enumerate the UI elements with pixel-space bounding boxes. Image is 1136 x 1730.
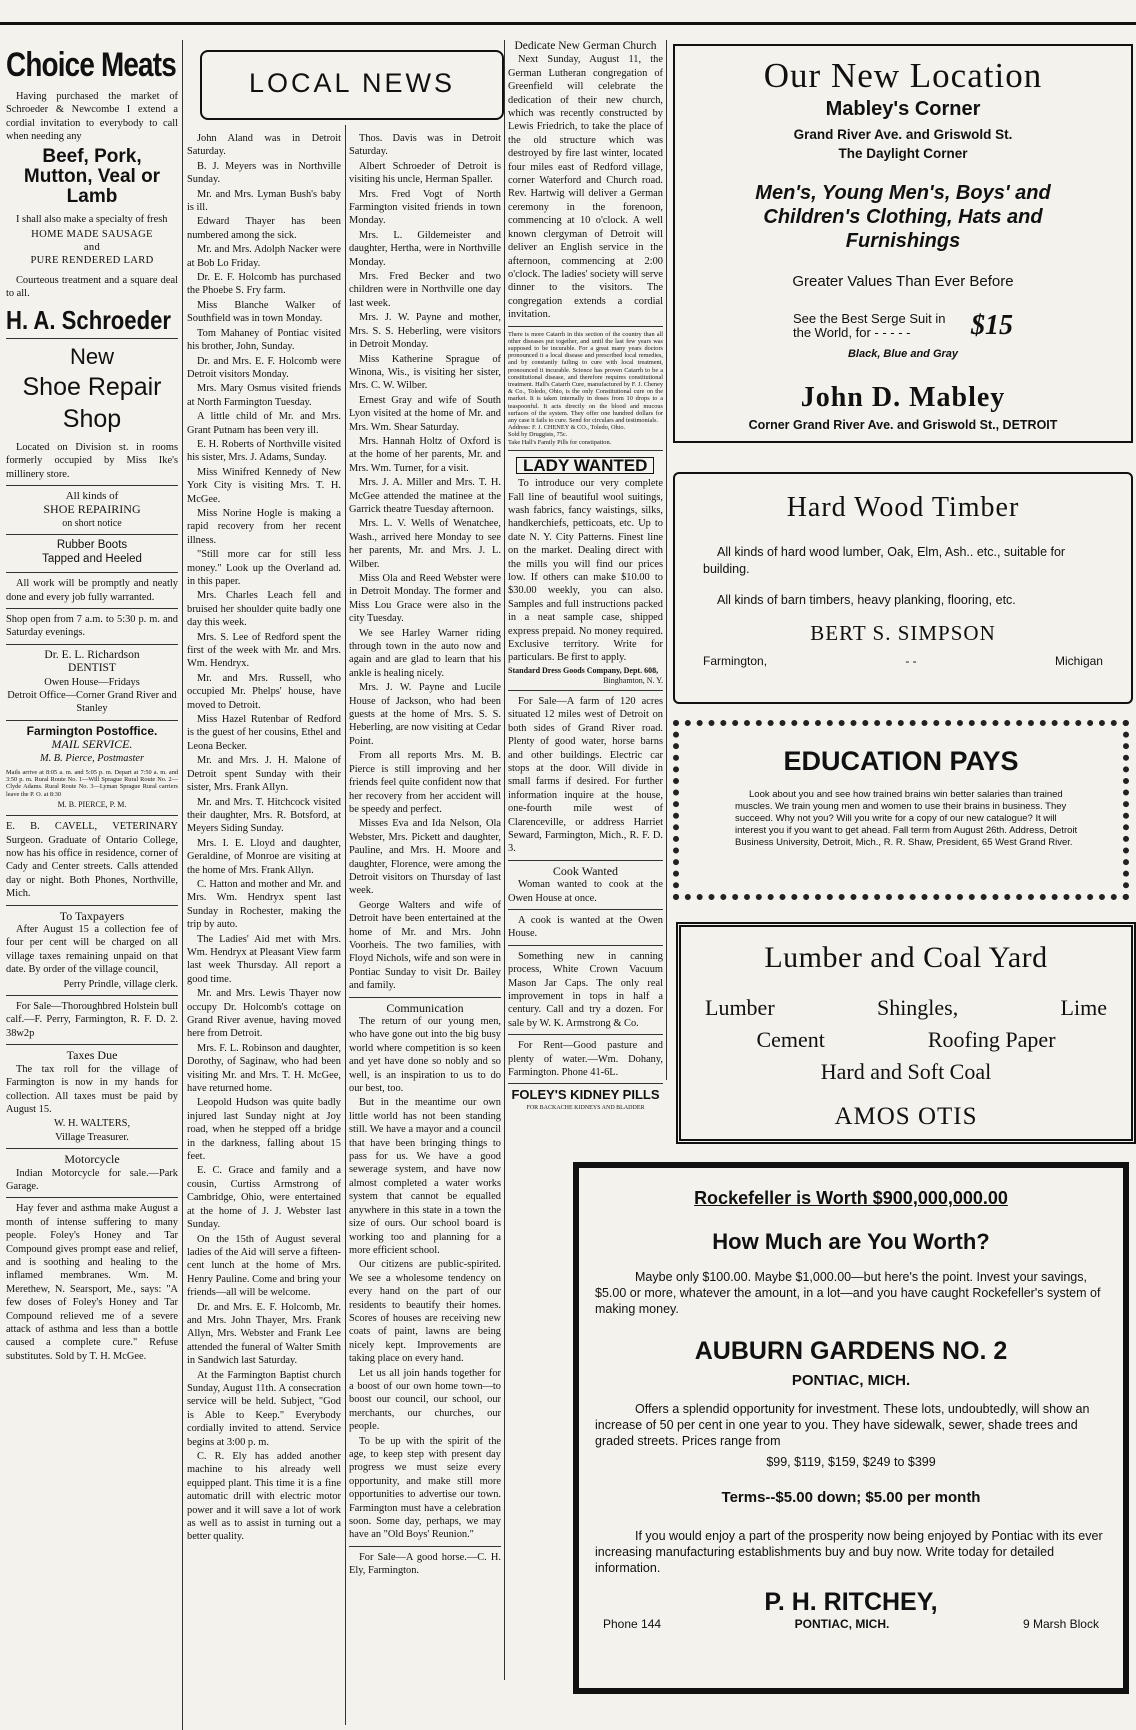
otis-title: Lumber and Coal Yard — [764, 941, 1048, 974]
local-news-title: LOCAL NEWS — [248, 68, 456, 98]
short-notice: on short notice — [62, 517, 122, 529]
binghamton: Binghamton, N. Y. — [603, 675, 663, 685]
mail-schedule: Mails arrive at 8:05 a. m. and 5:05 p. m. Depart at 7:50 a. m. and 3:50 p. m. Rural Route No. 1—Will Sprague Rural Route No. 2—Clyde Adams. Rural Route No. 3—Lyman Sprague Rural carriers leave the P. O. at 8:30 — [6, 768, 178, 798]
auburn-offers: Offers a splendid opportunity for investment. These lots, undoubtedly, will show an increase of 50 per cent in one year to you. They have sidewalk, sewer, shade trees and graded streets. Prices range from — [595, 1402, 1090, 1448]
news-item: Dr. E. F. Holcomb has purchased the Phoebe S. Fry farm. — [187, 272, 341, 297]
news-item: E. C. Grace and family and a cousin, Curtiss Armstrong of Cambridge, Ohio, were entertained at the home of J. J. Webster last Sunday. — [187, 1165, 341, 1231]
pierce-signature: M. B. PIERCE, P. M. — [57, 799, 127, 809]
mabley-location: Our New Location — [763, 56, 1043, 95]
otis-name: AMOS OTIS — [834, 1103, 978, 1130]
new-word: New — [69, 343, 114, 369]
auburn-terms: Terms--$5.00 down; $5.00 per month — [721, 1489, 981, 1506]
news-item: Ernest Gray and wife of South Lyon visited at the home of Mr. and Mrs. Wm. Shear Saturday. — [349, 394, 501, 433]
shoe-repair-heading: Shoe Repair — [22, 372, 162, 401]
news-item: C. R. Ely has added another machine to his already well equipped plant. This time it is a fine automatic drill with electric motor power and it will save a lot of work as well as to assist in turning out a better quality. — [187, 1451, 341, 1543]
motorcycle-body: Indian Motorcycle for sale.—Park Garage. — [6, 1167, 178, 1192]
education-ad — [673, 720, 1129, 900]
sausage: HOME MADE SAUSAGE — [31, 228, 153, 240]
ritchey-block: 9 Marsh Block — [1022, 1617, 1099, 1631]
masthead-rule — [0, 22, 1136, 25]
auburn-ad — [573, 1162, 1129, 1694]
mail-service: MAIL SERVICE. — [51, 737, 133, 752]
otis-ad — [676, 922, 1136, 1144]
news-item: Albert Schroeder of Detroit is visiting his uncle, Herman Spaller. — [349, 160, 501, 186]
schroeder-name: H. A. Schroeder — [6, 304, 171, 335]
mabley-street: Grand River Ave. and Griswold St. — [793, 127, 1013, 142]
news-item: We see Harley Warner riding through town in the auto now and again and are glad to learn that his ankle is healing nicely. — [349, 627, 501, 679]
news-item: Mrs. L. Gildemeister and daughter, Hertha, were in Northville Monday. — [349, 229, 501, 268]
news-item: Mrs. J. A. Miller and Mrs. T. H. McGee attended the matinee at the Garrick theatre Tuesday afternoon. — [349, 477, 501, 515]
prindle-signature: Perry Prindle, village clerk. — [63, 978, 178, 990]
taxpayers-heading: To Taxpayers — [59, 908, 125, 923]
for-sale-bull: For Sale—Thoroughbred Holstein bull calf.—F. Perry, Farmington, R. F. D. 2. 38w2p — [6, 1001, 178, 1039]
shop-word: Shop — [62, 404, 122, 433]
ritchey-phone: Phone 144 — [603, 1617, 662, 1631]
column-rule — [345, 125, 346, 1725]
news-item: Mr. and Mrs. Lewis Thayer now occupy Dr. Holcomb's cottage on Grand River avenue, having moved here from Detroit. — [187, 988, 341, 1040]
column-four — [508, 40, 663, 1111]
news-item: Mrs. Fred Becker and two children were in Northville one day last week. — [349, 271, 501, 309]
simpson-town: Farmington, — [703, 654, 768, 668]
catarrh-sold: Sold by Druggists, 75c. — [508, 431, 568, 439]
mabley-greater: Greater Values Than Ever Before — [792, 273, 1014, 290]
column-one — [6, 48, 178, 1718]
local-news-column-right — [349, 132, 501, 1722]
news-item: Mrs. L. V. Wells of Wenatchee, Wash., arrived here Monday to see her parents, Mr. and Mrs. J. L. Wilber. — [349, 518, 501, 570]
lady-wanted-heading: LADY WANTED — [516, 457, 654, 474]
news-item: On the 15th of August several ladies of the Aid will serve a fifteen-cent lunch at the home of Mrs. Henry Pauline. Come and bring your friends—all will be welcome. — [187, 1233, 341, 1299]
mabley-address: Corner Grand River Ave. and Griswold St., DETROIT — [748, 418, 1058, 432]
communication-paragraph: Our citizens are public-spirited. We see a wholesome tendency on every hand on the part of our residents to beautify their homes. Scores of houses are receiving new coats of paint, lawns are being nicely kept. Improvements are taking place on every hand. — [349, 1259, 501, 1365]
news-item: C. Hatton and mother and Mr. and Mrs. Wm. Hendryx spent last Sunday in Rochester, making the trip by auto. — [187, 878, 341, 931]
communication-paragraph: To be up with the spirit of the age, to keep step with present day progress we must seize every opportunity, and make still more opportunities to advertise our town. Farmington must have a celebration soon. Some day, perhaps, we may have an "Old Boys' Reunion." — [349, 1435, 501, 1541]
simpson-title: Hard Wood Timber — [786, 492, 1020, 523]
news-item: Edward Thayer has been numbered among the sick. — [187, 216, 341, 241]
auburn-name: AUBURN GARDENS NO. 2 — [694, 1337, 1008, 1365]
mabley-daylight: The Daylight Corner — [838, 146, 968, 161]
mabley-ad — [673, 44, 1133, 443]
news-item: Mrs. J. W. Payne and mother, Mrs. S. S. Heberling, were visitors in Detroit Monday. — [349, 312, 501, 351]
otis-coal: Hard and Soft Coal — [820, 1059, 992, 1084]
shoe-located: Located on Division st. in rooms formerly occupied by Miss Ike's millinery store. — [6, 441, 178, 480]
news-item: John Aland was in Detroit Saturday. — [187, 133, 341, 158]
rubber-boots: Rubber Boots — [56, 539, 128, 552]
all-work: All work will be promptly and neatly done and every job fully warranted. — [6, 578, 178, 603]
shoe-repairing: SHOE REPAIRING — [43, 502, 141, 517]
ritchey-city: PONTIAC, MICH. — [794, 1617, 890, 1631]
communication-paragraph: Let us all join hands together for a boost of our own home town—to boost our council, our school, our merchants, our churches, our people. — [349, 1367, 501, 1433]
news-item: Mrs. Mary Osmus visited friends at North Farmington Tuesday. — [187, 383, 341, 408]
simpson-line1: All kinds of hard wood lumber, Oak, Elm, Ash.. etc., suitable for building. — [703, 545, 1066, 576]
postoffice-heading: Farmington Postoffice. — [26, 723, 158, 738]
canning-ad: Something new in canning process, White Crown Vacuum Mason Jar Caps. The only real improvement in tops in half a century. Call and try a dozen. For sale by W. K. Armstrong & Co. — [508, 950, 663, 1029]
auburn-prices: $99, $119, $159, $249 to $399 — [766, 1455, 936, 1469]
news-item: Mr. and Mrs. Lyman Bush's baby is ill. — [187, 188, 341, 214]
news-item: Tom Mahaney of Pontiac visited his brother, John, Sunday. — [187, 327, 341, 353]
meats-intro: Having purchased the market of Schroeder & Newcombe I extend a cordial invitation to everybody to call when needing any — [6, 90, 178, 142]
news-item: The Ladies' Aid met with Mrs. Wm. Hendryx at Pleasant View farm last week Thursday. All report a good time. — [187, 933, 341, 985]
news-item: E. H. Roberts of Northville visited his sister, Mrs. J. Adams, Sunday. — [187, 438, 341, 464]
mabley-corner: Mabley's Corner — [825, 98, 981, 120]
cook-wanted-2: A cook is wanted at the Owen House. — [508, 914, 663, 940]
news-item: Mr. and Mrs. Russell, who occupied Mr. Phelps' house, have moved to Detroit. — [187, 672, 341, 711]
foleys-subtitle: FOR BACKACHE KIDNEYS AND BLADDER — [526, 1104, 645, 1111]
communication-heading: Communication — [386, 1000, 464, 1015]
news-item: Mr. and Mrs. Adolph Nacker were at Bob Lo Friday. — [187, 244, 341, 269]
column-rule — [666, 40, 667, 1080]
motorcycle-heading: Motorcycle — [64, 1152, 120, 1167]
news-item: Mrs. Fred Vogt of North Farmington visited friends in town Monday. — [349, 188, 501, 227]
news-item: A little child of Mr. and Mrs. Grant Putnam has been very ill. — [187, 411, 341, 436]
mabley-best-serge: See the Best Serge Suit in the World, for - - - - - — [793, 311, 946, 340]
simpson-line2: All kinds of barn timbers, heavy planking, flooring, etc. — [717, 593, 1016, 607]
lard: PURE RENDERED LARD — [30, 255, 154, 267]
otis-roofing: Roofing Paper — [927, 1027, 1056, 1052]
mabley-price: $15 — [971, 310, 1013, 341]
news-item: Mrs. J. W. Payne and Lucile House of Jackson, who had been guests at the home of Mrs. S. S. Heberling, are now visiting at Cedar Point. — [349, 682, 501, 747]
meats-specialty: I shall also make a specialty of fresh — [16, 214, 168, 226]
tapped-heeled: Tapped and Heeled — [42, 552, 142, 565]
lady-wanted-body: To introduce our very complete Fall line of beautiful wool suitings, wash fabrics, fancy waistings, silks, handkerchiefs, petticoats, etc. Up to date N. Y. City Patterns. Finest line on the market. Dealing direct with the mills you will find our prices low. If others can make $10.00 to $30.00 weekly, you can also. Samples and full instructions packed in a neat sample case, shipped express prepaid. No money required. Exclusive territory. Write for particulars. Be first to apply. — [508, 478, 663, 664]
auburn-enjoy: If you would enjoy a part of the prosperity now being enjoyed by Pontiac with its ever increasing manufacturing establishments buy and buy now. Write today for detailed information. — [595, 1529, 1103, 1575]
simpson-name: BERT S. SIMPSON — [810, 621, 996, 645]
foleys-kidney-pills: FOLEY'S KIDNEY PILLS — [511, 1087, 660, 1103]
otis-shingles: Shingles, — [876, 995, 959, 1020]
hay-fever-ad: Hay fever and asthma make August a month of intense suffering to many people. Foley's Honey and Tar Compound gives prompt ease and relief, and is soothing and healing to the inflamed membranes. Wm. M. Merethew, N. Searsport, Me., says: "A few doses of Foley's Honey and Tar Compound relieved me of a severe attack of asthma and less than a bottle caused a complete cure." Refuse substitutes. Sold by T. H. McGee. — [6, 1203, 178, 1362]
news-item: Mrs. Charles Leach fell and bruised her shoulder quite badly one day this week. — [187, 590, 341, 629]
news-item: From all reports Mrs. M. B. Pierce is still improving and her friends feel quite confident now that her recovery from her accident will be speedy and perfect. — [349, 750, 501, 815]
news-item: George Walters and wife of Detroit have been entertained at the home of Mr. and Mrs. John Voorheis. The two families, with Floyd Nichols, wife and son were in Pontiac Sunday to visit Dr. Bailey and family. — [349, 899, 501, 992]
news-item: Miss Ola and Reed Webster were in Detroit Monday. The former and Miss Lou Grace were also in the city Tuesday. — [349, 573, 501, 625]
news-item: Miss Norine Hogle is making a rapid recovery from her recent illness. — [187, 507, 341, 546]
catarrh-pills: Take Hall's Family Pills for constipation. — [508, 438, 612, 446]
news-item: Mrs. Hannah Holtz of Oxford is at the home of her parents, Mr. and Mrs. Wm. Turner, for a visit. — [349, 435, 501, 474]
taxes-due-heading: Taxes Due — [66, 1048, 118, 1063]
simpson-state: Michigan — [1054, 654, 1103, 668]
news-item: Mrs. S. Lee of Redford spent the first of the week with Mr. and Mrs. Wm. Hendryx. — [187, 631, 341, 670]
postmaster: M. B. Pierce, Postmaster — [39, 752, 145, 764]
all-kinds: All kinds of — [65, 490, 119, 503]
mabley-name: John D. Mabley — [800, 382, 1006, 413]
simpson-dash: - - — [905, 654, 917, 668]
dentist-name: Dr. E. L. Richardson — [44, 648, 140, 661]
news-item: Miss Hazel Rutenbar of Redford is the guest of her cousins, Ethel and Leona Becker. — [187, 714, 341, 752]
auburn-city: PONTIAC, MICH. — [791, 1372, 911, 1389]
for-sale-horse: For Sale—A good horse.—C. H. Ely, Farmington. — [349, 1551, 501, 1577]
walters-name: W. H. WALTERS, — [53, 1118, 131, 1130]
local-news-column-left — [187, 132, 341, 1722]
courteous: Courteous treatment and a square deal to all. — [6, 274, 178, 300]
how-much: How Much are You Worth? — [712, 1229, 990, 1254]
news-item: Dr. and Mrs. E. F. Holcomb were Detroit visitors Monday. — [187, 355, 341, 380]
taxpayers-body: After August 15 a collection fee of four per cent will be charged on all village taxes remaining unpaid on that date. By order of the village council, — [6, 924, 178, 976]
news-item: B. J. Meyers was in Northville Sunday. — [187, 160, 341, 186]
communication-paragraph: But in the meantime our own little world has not been standing still. We have a mayor and a council that have been bringing things to pass for us. We have a good sewerage system, and have now almost completed a water works system that cannot be equalled anywhere in this state in a town the size of ours. Our school board is working too and planning for a more efficient school. — [349, 1097, 501, 1256]
news-item: Mr. and Mrs. T. Hitchcock visited their daughter, Mrs. R. Botsford, at Meyers Siding Sunday. — [187, 796, 341, 835]
mabley-clothing: Men's, Young Men's, Boys' and Children's Clothing, Hats and Furnishings — [755, 182, 1051, 252]
otis-lumber: Lumber — [705, 995, 775, 1020]
news-item: Mr. and Mrs. J. H. Malone of Detroit spent Sunday with their sister, Mrs. Frank Allyn. — [187, 755, 341, 794]
shop-hours: Shop open from 7 a.m. to 5:30 p. m. and Saturday evenings. — [6, 613, 178, 639]
news-item: Mrs. I. E. Lloyd and daughter, Geraldine, of Monroe are visiting at the home of Mrs. Frank Allyn. — [187, 837, 341, 876]
taxes-due-body: The tax roll for the village of Farmington is now in my hands for collection. All taxes must be paid by August 15. — [6, 1063, 178, 1115]
news-item: Miss Winifred Kennedy of New York City is visiting Mrs. T. H. McGee. — [187, 466, 341, 505]
simpson-ad — [673, 472, 1133, 704]
ritchey-name: P. H. RITCHEY, — [764, 1588, 938, 1616]
cavell-veterinary: E. B. CAVELL, VETERINARY Surgeon. Graduate of Ontario College, now has his office in residence, corner of Cady and Center streets. Calls attended day or night. Both Phones, Northville, Mich. — [6, 821, 178, 900]
church-heading: Dedicate New German Church — [514, 40, 657, 52]
choice-meats-heading: Choice Meats — [6, 46, 176, 84]
news-item: Mrs. F. L. Robinson and daughter, Dorothy, of Saginaw, who had been visiting Mr. and Mrs. T. H. McGee, have returned home. — [187, 1042, 341, 1095]
auburn-intro: Maybe only $100.00. Maybe $1,000.00—but here's the point. Invest your savings, $5.00 or more, whatever the amount, in a lot—and you have caught Rockefeller's system of making money. — [595, 1270, 1101, 1316]
cook-wanted-body: Woman wanted to cook at the Owen House at once. — [508, 879, 663, 904]
news-item: At the Farmington Baptist church Sunday, August 11th. A consecration service will be held. Subject, "God is Able to Keep." Everybody cordially invited to attend. Service begins at 3:00 p. m. — [187, 1369, 341, 1448]
owen-house: Owen House—Fridays — [44, 676, 140, 688]
mabley-colors: Black, Blue and Gray — [847, 348, 959, 360]
rockefeller-line: Rockefeller is Worth $900,000,000.00 — [694, 1188, 1008, 1208]
cook-wanted-heading: Cook Wanted — [552, 863, 619, 878]
local-news-banner — [200, 50, 504, 120]
news-item: Dr. and Mrs. E. F. Holcomb, Mr. and Mrs. John Thayer, Mrs. Frank Allyn, Mrs. Webster and Frank Lee attended the funeral of Walter Smith in Sandwich last Saturday. — [187, 1301, 341, 1367]
catarrh-address: Address: F. J. CHENEY & CO., Toledo, Ohio. — [508, 424, 626, 432]
news-item: Miss Katherine Sprague of Winona, Wis., is visiting her sister, Mrs. C. W. Wilber. — [349, 353, 501, 392]
news-item: Miss Blanche Walker of Southfield was in town Monday. — [187, 299, 341, 325]
church-body: Next Sunday, August 11, the German Lutheran congregation of Greenfield will celebrate the dedication of their new church, which was recently constructed by Lewis Friedrich, to take the place of the old structure which was destroyed by fire last winter, located four miles east of Redford village, corner Waterford and Church road. Rev. Hartwig will deliver a German ceremony in the forenoon, commencing at 10 o'clock. A well known clergyman of Detroit will deliver an English service in the afternoon, commencing at 2:00 o'clock. The ladies' society will serve dinner to the visitors. The congregation extends a cordial invitation. — [508, 54, 663, 321]
column-rule — [504, 40, 505, 1680]
news-item: Thos. Davis was in Detroit Saturday. — [349, 133, 501, 158]
catarrh-ad: There is more Catarrh in this section of the country than all other diseases put together, and until the last few years was supposed to be incurable. For a great many years doctors pronounced it a local disease and prescribed local remedies, and by constantly failing to cure with local treatment, pronounced it incurable. Science has proven Catarrh to be a constitutional disease, and therefore requires constitutional treatment. Hall's Catarrh Cure, manufactured by F. J. Cheney & Co., Toledo, Ohio, is the only Constitutional cure on the market. It is taken internally in doses from 10 drops to a teaspoonful. It acts directly on the blood and mucous surfaces of the system. They offer one hundred dollars for any case it fails to cure. Send for circulars and testimonials. — [508, 330, 663, 424]
communication-paragraph: The return of our young men, who have gone out into the big busy world where competition is so keen and yet have done so nobly and so well, is an inspiration to us to do our best, too. — [349, 1016, 501, 1095]
column-rule — [182, 40, 183, 1730]
education-title: EDUCATION PAYS — [783, 746, 1019, 776]
news-item: Misses Eva and Ida Nelson, Ola Webster, Mrs. Pickett and daughter, Pauline, and Mrs. H. Moore and daughter, Florence, were among the Detroit visitors on Thursday of last week. — [349, 818, 501, 897]
otis-cement: Cement — [756, 1027, 825, 1052]
education-body: Look about you and see how trained brains win better salaries than trained muscles. We train young men and women to use their brains in business. They succeed. Why not you? Will you write for a copy of our new catalogue? It will interest you if you want to get ahead. Fall term from August 26th. Address, Detroit Business University, Detroit, Mich., R. R. Shaw, President, 65 West Grand River. — [735, 789, 1078, 848]
dentist-label: DENTIST — [68, 662, 116, 675]
meats-list: Beef, Pork, Mutton, Veal or Lamb — [23, 146, 161, 208]
detroit-office: Detroit Office—Corner Grand River and Stanley — [7, 689, 177, 715]
news-item: Leopold Hudson was quite badly injured last Sunday night at Joy road, when he stepped off a bridge in the darkness, falling about 15 feet. — [187, 1097, 341, 1163]
and-word: and — [83, 241, 101, 253]
standard-dress: Standard Dress Goods Company, Dept. 608, — [508, 665, 659, 675]
pasture-for-rent: For Rent—Good pasture and plenty of water.—Wm. Dohany, Farmington. Phone 41-6L. — [508, 1040, 663, 1079]
news-item: "Still more car for still less money." Look up the Overland ad. in this paper. — [187, 549, 341, 587]
farm-for-sale: For Sale—A farm of 120 acres situated 12 miles west of Detroit on both sides of Grand River road. Plenty of good water, horse barns and other buildings. Electric car stops at the door. Will divide in small farms if desired. For further information inquire at the house, one-fourth mile west of Clarenceville, or address Harriet Seward, Farmington, Mich., R. F. D. 3. — [508, 695, 663, 855]
otis-lime: Lime — [1060, 995, 1107, 1020]
walters-title: Village Treasurer. — [55, 1131, 129, 1143]
